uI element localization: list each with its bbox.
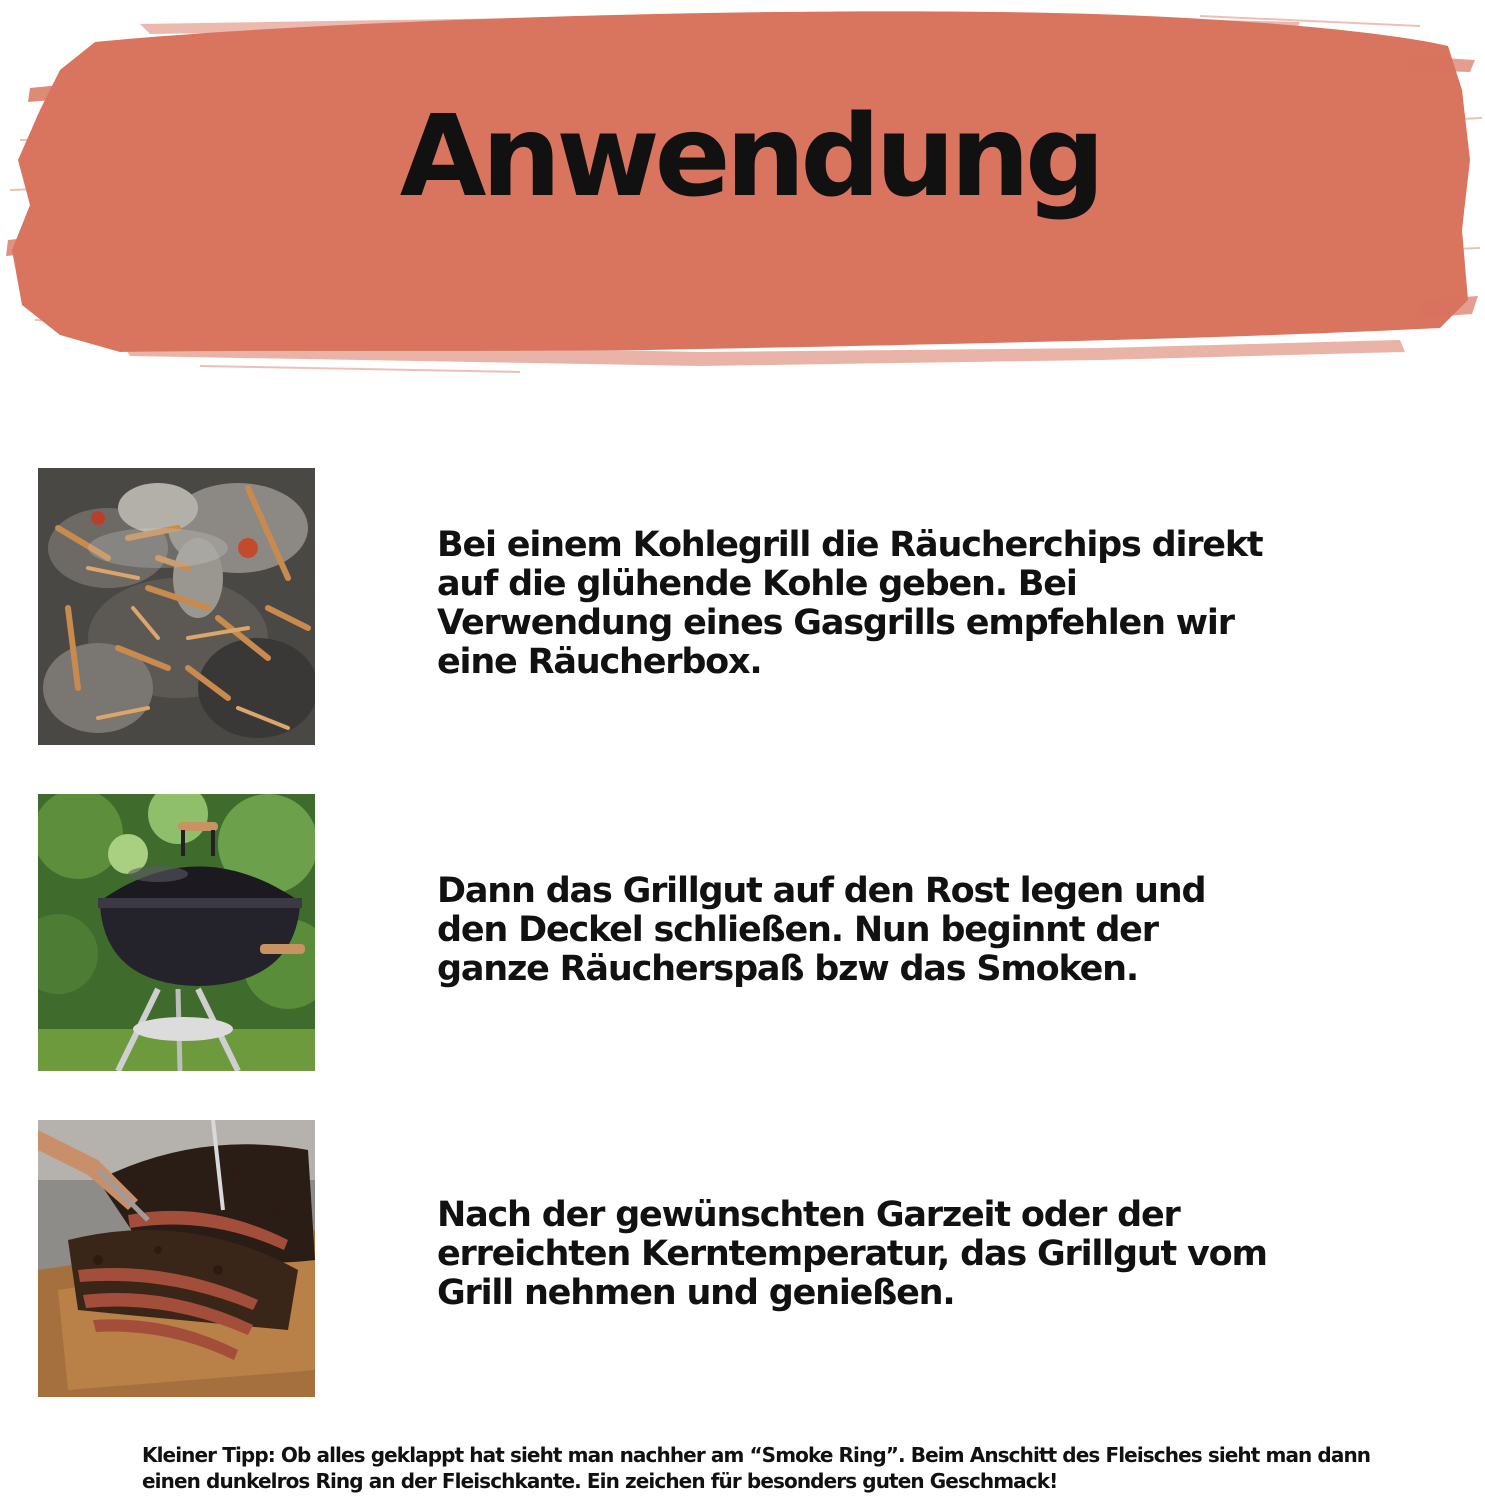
step-2-text: Dann das Grillgut auf den Rost legen und den Deckel schließen. Nun beginnt der ganze Räucherspaß bzw das Smoken. [437, 871, 1206, 989]
wood-chips-on-coals-photo [38, 468, 315, 745]
sliced-brisket-photo [38, 1120, 315, 1397]
step-1-text: Bei einem Kohlegrill die Räucherchips direkt auf die glühende Kohle geben. Bei Verwendung eines Gasgrills empfehlen wir eine Räucherbox. [437, 525, 1263, 682]
step-3 [0, 1120, 1485, 1398]
step-1 [0, 468, 1485, 746]
kettle-grill-photo [38, 794, 315, 1071]
page-title: Anwendung [399, 92, 1101, 222]
header-banner [0, 0, 1485, 390]
tip-text: Kleiner Tipp: Ob alles geklappt hat sieht man nachher am “Smoke Ring”. Beim Anschitt des Fleisches sieht man dann einen dunkelros Ring an der Fleischkante. Ein zeichen für besonders guten Geschmack! [142, 1443, 1371, 1493]
step-3-text: Nach der gewünschten Garzeit oder der erreichten Kerntemperatur, das Grillgut vom Grill nehmen und genießen. [437, 1195, 1267, 1313]
step-2 [0, 794, 1485, 1072]
